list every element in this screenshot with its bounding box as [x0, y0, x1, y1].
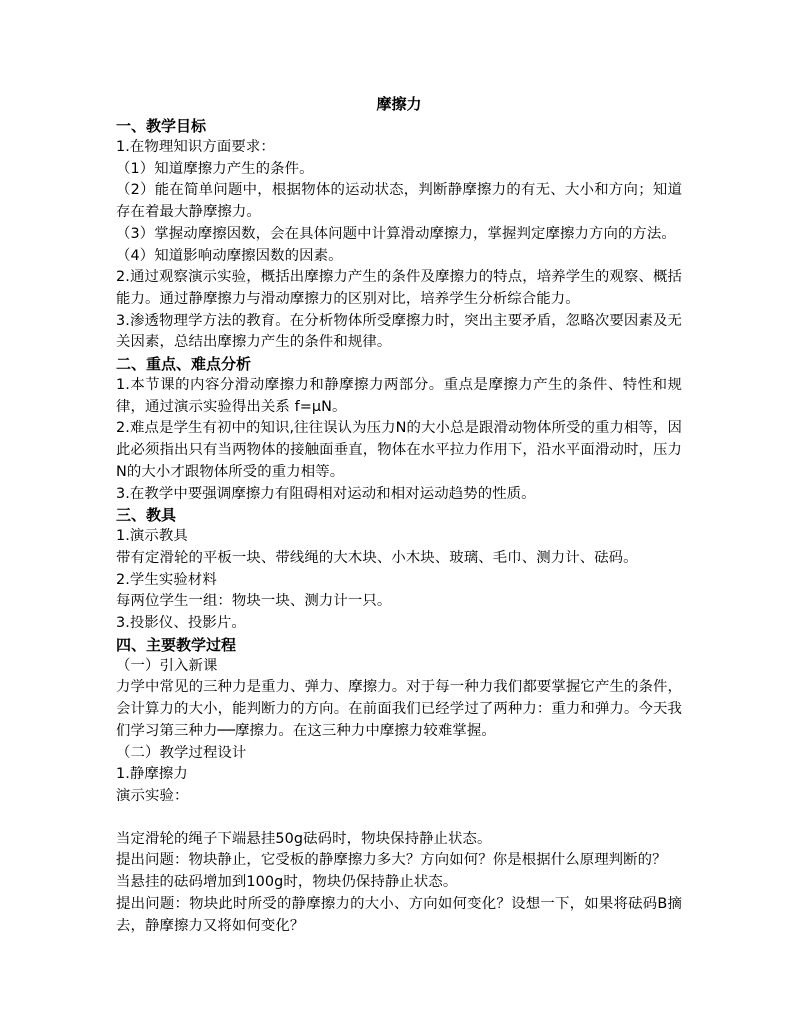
- section-teaching-aids: [116, 505, 682, 635]
- blank-line: [116, 808, 682, 829]
- paragraph: 1.本节课的内容分滑动摩擦力和静摩擦力两部分。重点是摩擦力产生的条件、特性和规律，通过演示实验得出关系 f=μN。: [116, 377, 682, 415]
- paragraph: （一）引入新课: [116, 657, 218, 674]
- paragraph: 3.投影仪、投影片。: [116, 615, 246, 632]
- section-key-points: [116, 354, 682, 505]
- paragraph: （二）教学过程设计: [116, 744, 247, 761]
- section-heading: 一、教学目标: [116, 117, 207, 135]
- paragraph: 2.难点是学生有初中的知识,往往误认为压力N的大小总是跟滑动物体所受的重力相等，因此必须指出只有当两物体的接触面垂直，物体在水平拉力作用下，沿水平面滑动时，压力N的大小才跟物体所受的重力相等。: [116, 420, 682, 480]
- paragraph: 2.学生实验材料: [116, 571, 217, 588]
- section-heading: 四、主要教学过程: [116, 635, 237, 654]
- paragraph: 1.演示教具: [116, 528, 188, 545]
- section-teaching-goals: [116, 116, 682, 354]
- paragraph: 每两位学生一组：物块一块、测力计一只。: [116, 593, 392, 610]
- section-heading: 二、重点、难点分析: [116, 355, 252, 374]
- paragraph: （3）掌握动摩擦因数，会在具体问题中计算滑动摩擦力，掌握判定摩擦力方向的方法。: [116, 225, 676, 242]
- paragraph: 3.渗透物理学方法的教育。在分析物体所受摩擦力时，突出主要矛盾，忽略次要因素及无关因素，总结出摩擦力产生的条件和规律。: [116, 312, 682, 351]
- paragraph: 1.在物理知识方面要求：: [116, 139, 275, 155]
- section-heading: 三、教具: [116, 506, 177, 525]
- page-title: 摩擦力: [376, 95, 422, 113]
- paragraph: 带有定滑轮的平板一块、带线绳的大木块、小木块、玻璃、毛巾、测力计、砝码。: [116, 549, 638, 566]
- paragraph: （1）知道摩擦力产生的条件。: [116, 160, 314, 177]
- paragraph: 当悬挂的砝码增加到100g时，物块仍保持静止状态。: [116, 874, 458, 891]
- section-teaching-process: [116, 635, 682, 937]
- paragraph: 当定滑轮的绳子下端悬挂50g砝码时，物块保持静止状态。: [116, 830, 492, 847]
- paragraph: 提出问题：物块静止，它受板的静摩擦力多大？方向如何？你是根据什么原理判断的？: [116, 852, 667, 869]
- paragraph: （4）知道影响动摩擦因数的因素。: [116, 247, 343, 264]
- paragraph: 力学中常见的三种力是重力、弹力、摩擦力。对于每一种力我们都要掌握它产生的条件，会计算力的大小，能判断力的方向。在前面我们已经学过了两种力：重力和弹力。今天我们学习第三种力──摩擦力。在这三种力中摩擦力较难掌握。: [116, 679, 682, 739]
- paragraph: 演示实验：: [116, 787, 189, 804]
- paragraph: 3.在教学中要强调摩擦力有阻碍相对运动和相对运动趋势的性质。: [116, 485, 536, 502]
- paragraph: （2）能在简单问题中，根据物体的运动状态，判断静摩擦力的有无、大小和方向；知道存在着最大静摩擦力。: [116, 182, 682, 221]
- paragraph: 提出问题：物块此时所受的静摩擦力的大小、方向如何变化？设想一下，如果将砝码B摘去，静摩擦力又将如何变化？: [116, 895, 682, 934]
- paragraph: 1.静摩擦力: [116, 766, 188, 783]
- paragraph: 2.通过观察演示实验，概括出摩擦力产生的条件及摩擦力的特点，培养学生的观察、概括能力。通过静摩擦力与滑动摩擦力的区别对比，培养学生分析综合能力。: [116, 269, 682, 307]
